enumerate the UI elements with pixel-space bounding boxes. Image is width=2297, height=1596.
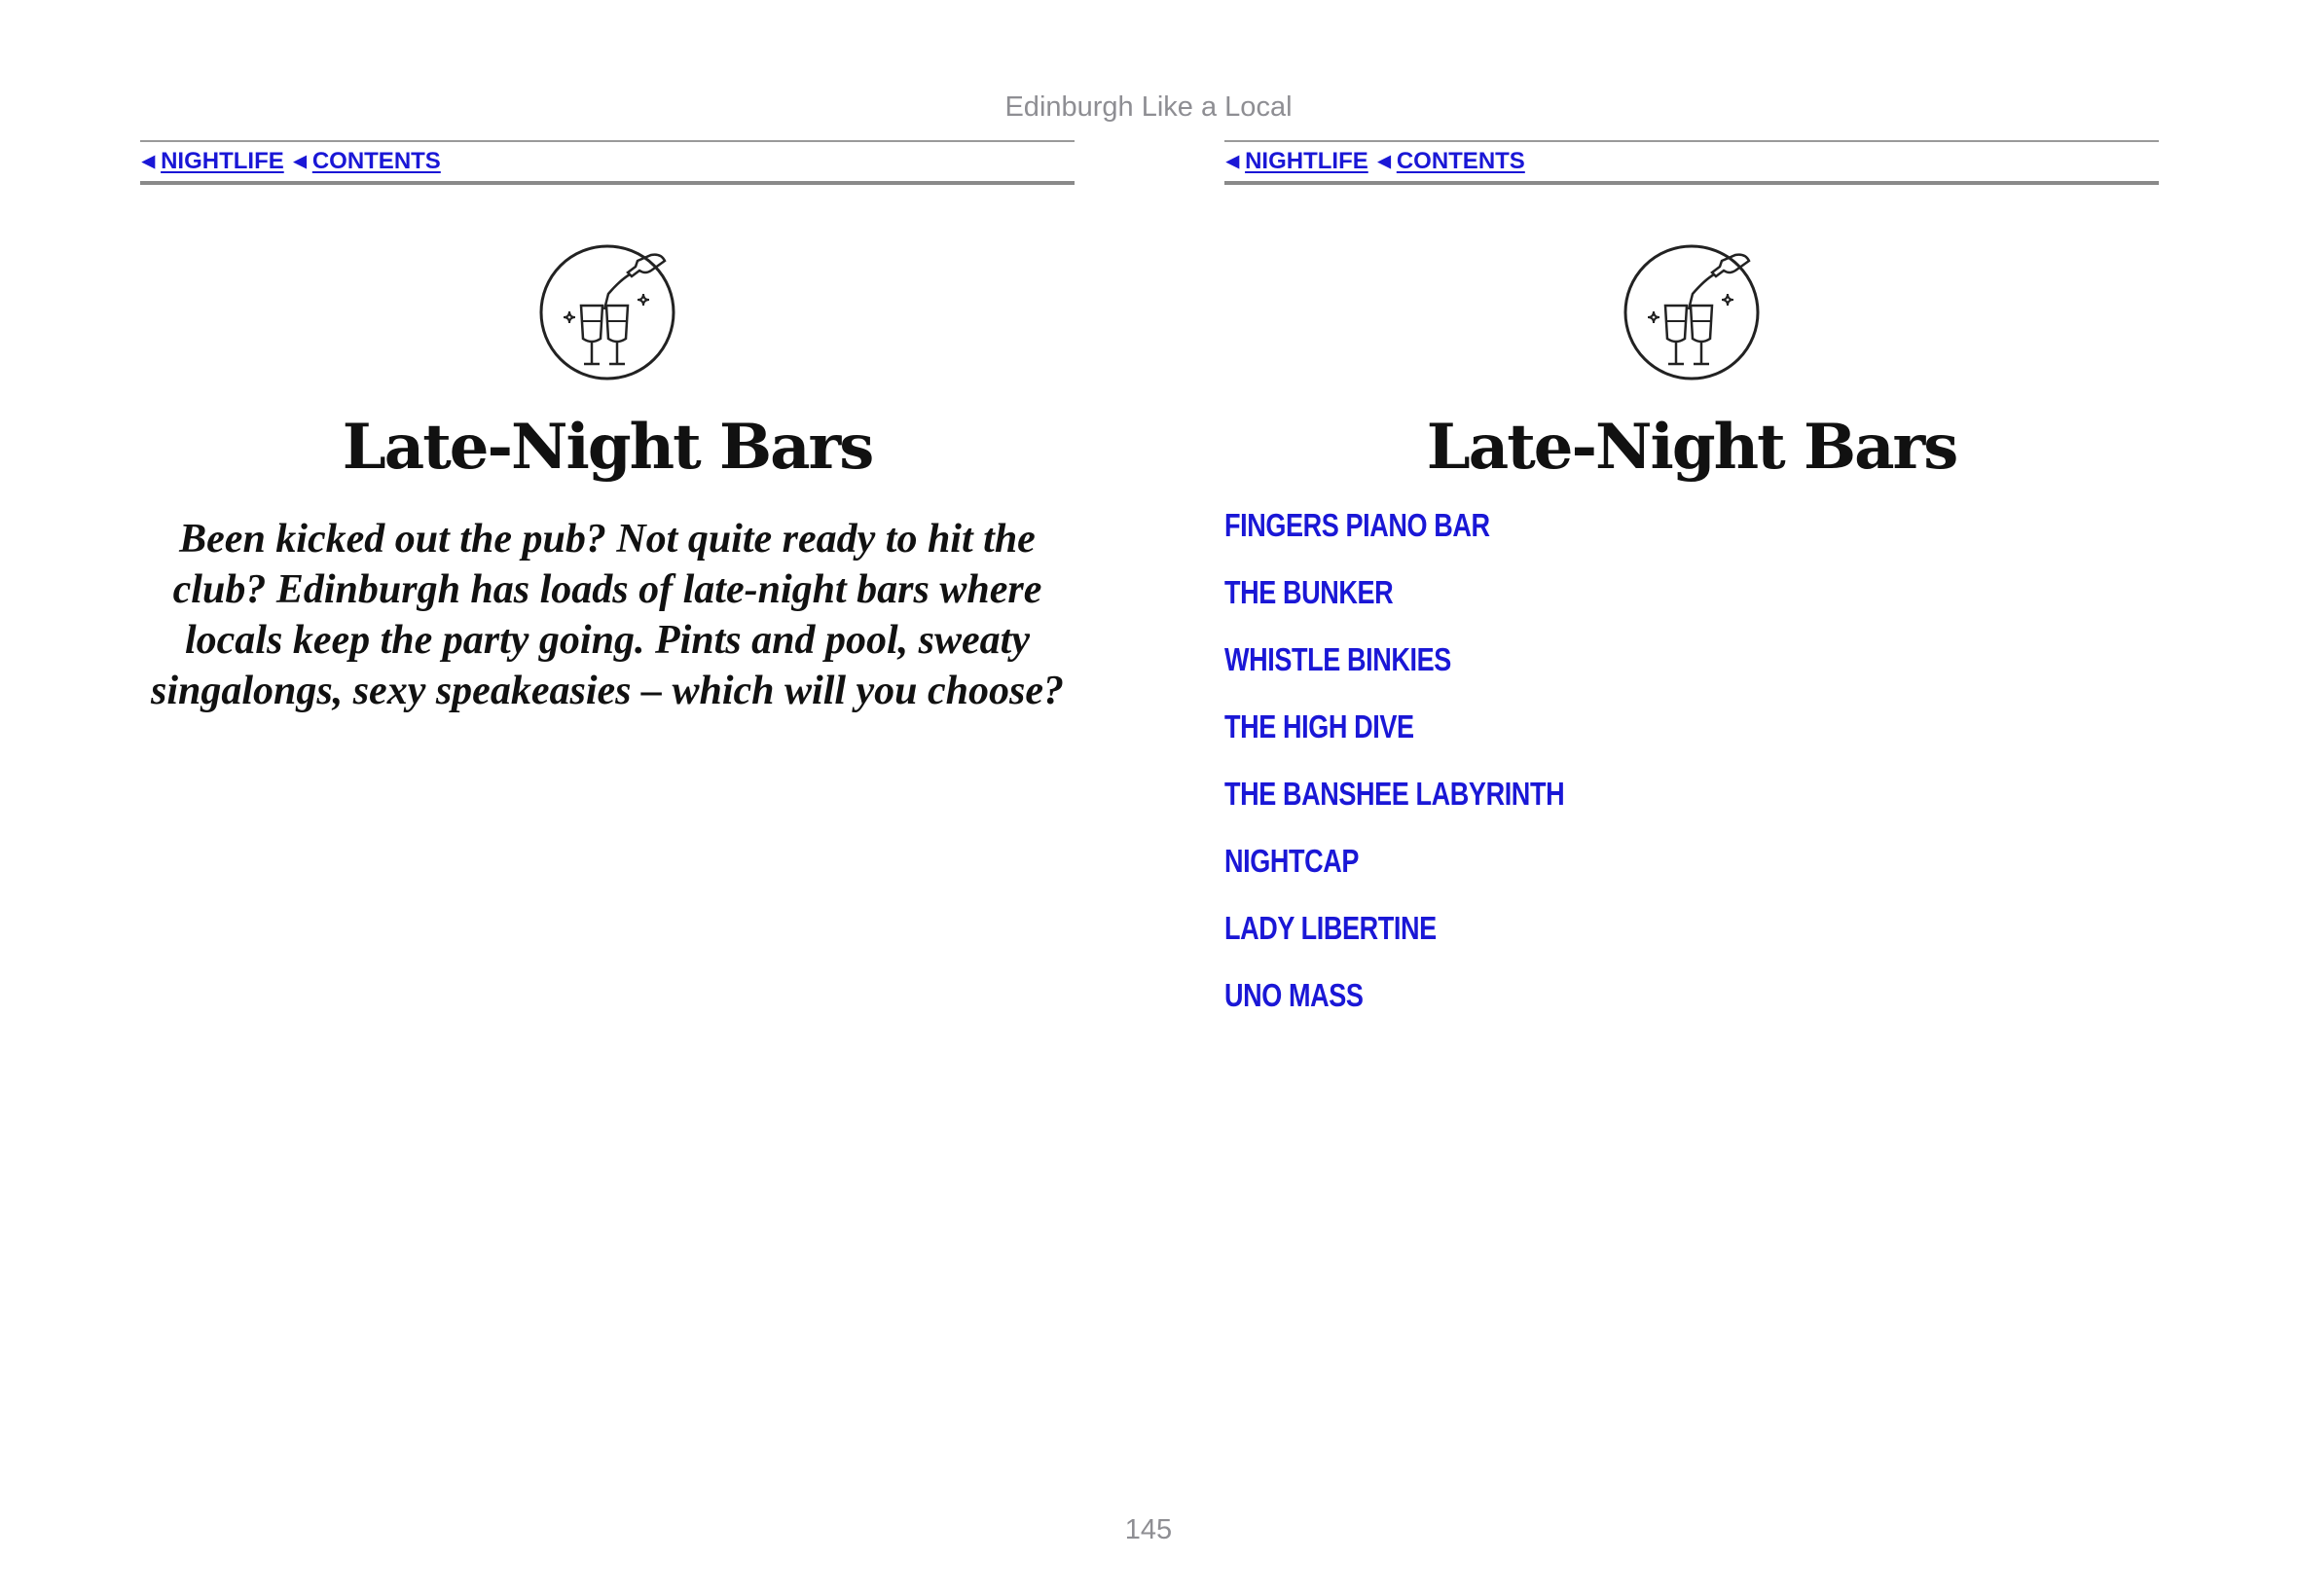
nightlife-link[interactable]: NIGHTLIFE [161,148,284,174]
back-arrow-icon: ◀ [1377,152,1391,170]
back-arrow-icon: ◀ [293,152,307,170]
page-title: Late-Night Bars [342,411,873,484]
intro-text: Been kicked out the pub? Not quite ready to hit the club? Edinburgh has loads of late-night bars where locals keep the party going. Pints and pool, sweaty singalongs, sexy speakeasies – which will you choose? [150,517,1065,713]
page-title: Late-Night Bars [1426,411,1957,484]
list-item [1224,842,2159,909]
page-number: 145 [1124,1514,1173,1545]
bar-link-the-bunker[interactable]: THE BUNKER [1224,574,1394,610]
book-title: Edinburgh Like a Local [1004,91,1293,123]
left-page [140,140,1075,716]
bar-link-nightcap[interactable]: NIGHTCAP [1224,843,1360,879]
bar-list [1224,506,2159,1043]
bar-link-fingers-piano-bar[interactable]: FINGERS PIANO BAR [1224,507,1490,543]
list-item [1224,640,2159,707]
nightlife-link[interactable]: NIGHTLIFE [1245,148,1368,174]
bar-link-uno-mass[interactable]: UNO MASS [1224,977,1364,1013]
nav-bar [140,140,1075,185]
nav-bar [1224,140,2159,185]
contents-link[interactable]: CONTENTS [311,148,441,174]
back-arrow-icon: ◀ [142,152,156,170]
back-arrow-icon: ◀ [1226,152,1240,170]
list-item [1224,506,2159,573]
list-item [1224,775,2159,842]
cocktail-glasses-icon [536,241,678,383]
contents-link[interactable]: CONTENTS [1396,148,1525,174]
bar-link-the-banshee-labyrinth[interactable]: THE BANSHEE LABYRINTH [1224,776,1565,812]
list-item [1224,909,2159,976]
list-item [1224,976,2159,1043]
cocktail-glasses-icon [1621,241,1763,383]
list-item [1224,573,2159,640]
right-page [1224,140,2159,1043]
list-item [1224,707,2159,775]
bar-link-the-high-dive[interactable]: THE HIGH DIVE [1224,708,1414,744]
bar-link-whistle-binkies[interactable]: WHISTLE BINKIES [1224,641,1451,677]
bar-link-lady-libertine[interactable]: LADY LIBERTINE [1224,910,1437,946]
